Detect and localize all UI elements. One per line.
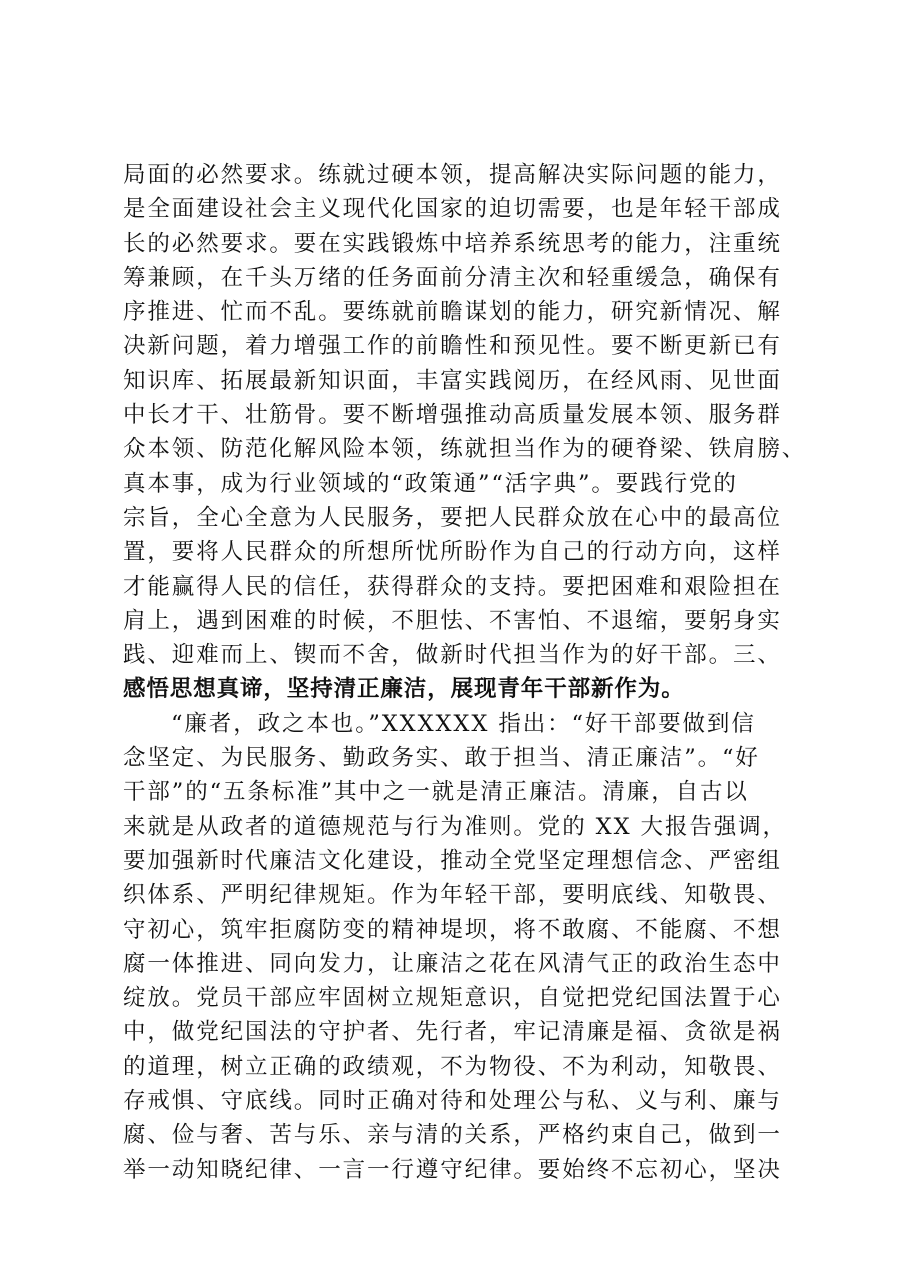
- text-line: 中长才干、壮筋骨。要不断增强推动高质量发展本领、服务群: [123, 402, 782, 429]
- text-line: 腐、俭与奢、苦与乐、亲与清的关系，严格约束自己，做到一: [123, 1122, 782, 1149]
- section-heading: 感悟思想真谛，坚持清正廉洁，展现青年干部新作为。: [123, 676, 685, 703]
- paragraph-1: [123, 158, 807, 672]
- text-line: 的道理，树立正确的政绩观，不为物役、不为利动，知敬畏、: [123, 1053, 782, 1080]
- text-line: 干部”的“五条标准”其中之一就是清正廉洁。清廉，自古以: [123, 779, 749, 806]
- text-line: 局面的必然要求。练就过硬本领，提高解决实际问题的能力，: [123, 162, 782, 188]
- text-line: 来就是从政者的道德规范与行为准则。党的 XX 大报告强调，: [123, 813, 787, 840]
- text-line: 宗旨，全心全意为人民服务，要把人民群众放在心中的最高位: [123, 504, 782, 531]
- text-line: 置，要将人民群众的所想所忧所盼作为自己的行动方向，这样: [123, 539, 782, 566]
- body-text: [123, 158, 807, 1187]
- text-line: 众本领、防范化解风险本领，练就担当作为的硬脊梁、铁肩膀、: [123, 436, 807, 463]
- text-line: 筹兼顾，在千头万绪的任务面前分清主次和轻重缓急，确保有: [123, 264, 782, 291]
- text-line: 织体系、严明纪律规矩。作为年轻干部，要明底线、知敬畏、: [123, 882, 782, 909]
- text-line: 决新问题，着力增强工作的前瞻性和预见性。要不断更新已有: [123, 333, 782, 360]
- text-line: 序推进、忙而不乱。要练就前瞻谋划的能力，研究新情况、解: [123, 299, 782, 326]
- paragraph-2: [123, 707, 803, 1187]
- text-line: 践、迎难而上、锲而不舍，做新时代担当作为的好干部。三、: [123, 642, 782, 669]
- text-line: 中，做党纪国法的守护者、先行者，牢记清廉是福、贪欲是祸: [123, 1019, 782, 1046]
- text-line: 存戒惧、守底线。同时正确对待和处理公与私、义与利、廉与: [123, 1088, 782, 1115]
- text-line: 腐一体推进、同向发力，让廉洁之花在风清气正的政治生态中: [123, 950, 782, 977]
- text-line: 才能赢得人民的信任，获得群众的支持。要把困难和艰险担在: [123, 573, 782, 600]
- text-line: 要加强新时代廉洁文化建设，推动全党坚定理想信念、严密组: [123, 847, 782, 874]
- text-line: 是全面建设社会主义现代化国家的迫切需要，也是年轻干部成: [123, 196, 782, 223]
- text-line: 念坚定、为民服务、勤政务实、敢于担当、清正廉洁”。“好: [123, 745, 760, 772]
- text-line: 知识库、拓展最新知识面，丰富实践阅历，在经风雨、见世面: [123, 367, 782, 394]
- text-line: 肩上，遇到困难的时候，不胆怯、不害怕、不退缩，要躬身实: [123, 607, 782, 634]
- text-line: “廉者，政之本也。”XXXXXX 指出：“好干部要做到信: [171, 710, 756, 737]
- text-line: 守初心，筑牢拒腐防变的精神堤坝，将不敢腐、不能腐、不想: [123, 916, 782, 943]
- text-line: 长的必然要求。要在实践锻炼中培养系统思考的能力，注重统: [123, 230, 782, 257]
- text-line: 真本事，成为行业领域的“政策通”“活字典”。要践行党的: [123, 470, 738, 497]
- text-line: 绽放。党员干部应牢固树立规矩意识，自觉把党纪国法置于心: [123, 985, 782, 1012]
- text-line: 举一动知晓纪律、一言一行遵守纪律。要始终不忘初心，坚决: [123, 1156, 782, 1183]
